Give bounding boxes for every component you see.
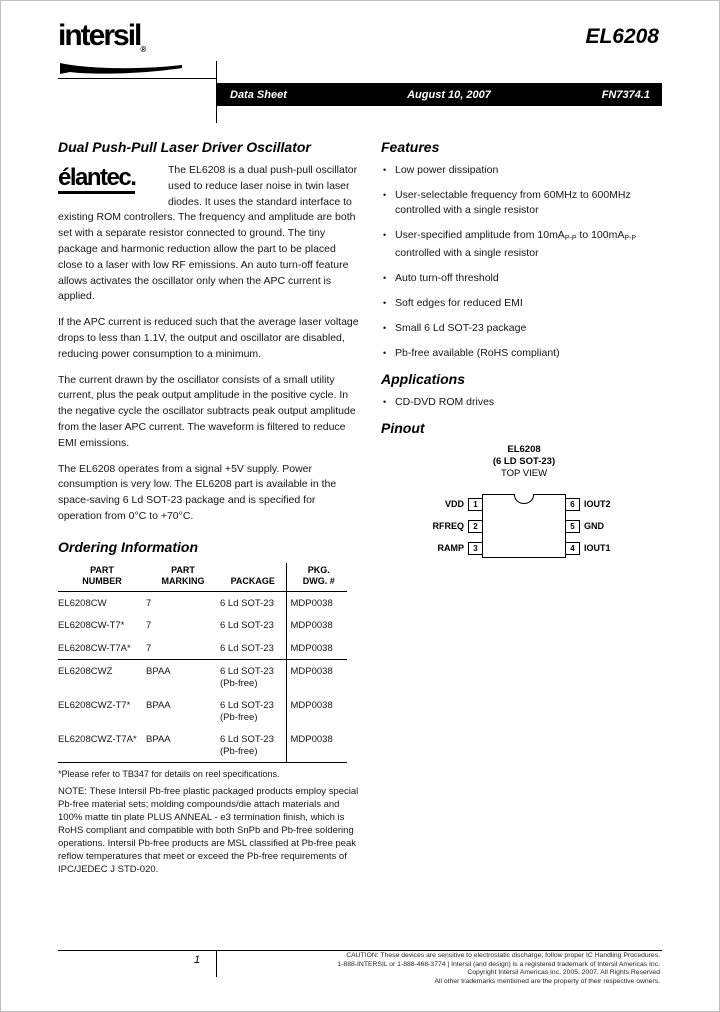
bullet-icon: • xyxy=(383,230,387,240)
ordering-table xyxy=(58,563,347,764)
pin-label-ramp: RAMP xyxy=(437,543,464,553)
col-header-part-number: PART NUMBER xyxy=(58,563,146,592)
intersil-swoosh-icon xyxy=(58,62,184,75)
applications-list xyxy=(381,395,667,410)
table-row: EL6208CWZ-T7* BPAA 6 Ld SOT-23 (Pb-free) MDP0038 xyxy=(58,694,347,728)
chip-package: (6 LD SOT-23) xyxy=(492,456,556,467)
ordering-heading: Ordering Information xyxy=(58,538,198,555)
table-row: EL6208CWZ BPAA 6 Ld SOT-23 (Pb-free) MDP0038 xyxy=(58,660,347,695)
feature-item: • Auto turn-off threshold xyxy=(383,272,499,284)
intersil-logo-text: intersil$_®$ xyxy=(58,19,147,54)
header-bar xyxy=(216,83,662,106)
pbfree-note: NOTE: These Intersil Pb-free plastic packaged products employ special Pb-free material sets; molding compounds/die attach materials and 100% matte tin plate PLUS ANNEAL - e3 termination finish, which is RoHS compliant and compatible with both SnPb and Pb-free soldering operations. Intersil Pb-free products are MSL classified at Pb-free peak reflow temperatures that meet or exceed the Pb-free requirements of IPC/JEDEC J STD-020. xyxy=(58,786,359,876)
intersil-logo xyxy=(58,21,218,75)
table-footnote: *Please refer to TB347 for details on reel specifications. xyxy=(58,769,280,780)
pin-label-vdd: VDD xyxy=(444,499,464,509)
col-header-pkg-dwg: PKG. DWG. # xyxy=(286,563,347,592)
paragraph-2: If the APC current is reduced such that the average laser voltage drops to less than 1.1V, the output and oscillator are disabled, reducing power consumption to a minimum. xyxy=(58,316,359,360)
bullet-icon: • xyxy=(383,348,387,358)
page-title: EL6208 xyxy=(585,25,659,48)
table-header-row xyxy=(58,563,347,592)
doc-date-label: August 10, 2007 xyxy=(407,88,491,101)
bullet-icon: • xyxy=(383,273,387,283)
pin-6-box: 6 xyxy=(565,498,580,511)
bullet-icon: • xyxy=(383,298,387,308)
contact-line: 1-888-INTERSIL or 1-888-468-3774 | Intersil (and design) is a registered trademark of Intersil Americas Inc. xyxy=(337,960,660,968)
left-column xyxy=(58,139,359,876)
document-subtitle: Dual Push-Pull Laser Driver Oscillator xyxy=(58,139,311,155)
chip-view: TOP VIEW xyxy=(500,468,548,479)
doc-number-label: FN7374.1 xyxy=(601,88,650,101)
feature-item: • User-selectable frequency from 60MHz to 600MHz controlled with a single resistor xyxy=(383,189,631,216)
feature-item: • Small 6 Ld SOT-23 package xyxy=(383,322,527,334)
table-row: EL6208CW 7 6 Ld SOT-23 MDP0038 xyxy=(58,591,347,614)
caution-line: CAUTION: These devices are sensitive to electrostatic discharge; follow proper IC Handling Procedures. xyxy=(346,952,660,959)
pin-2-box: 2 xyxy=(468,520,483,533)
bullet-icon: • xyxy=(383,165,387,175)
right-column xyxy=(381,139,667,572)
col-header-part-marking: PART MARKING xyxy=(146,563,220,592)
table-row: EL6208CW-T7A* 7 6 Ld SOT-23 MDP0038 xyxy=(58,637,347,660)
pin-3-box: 3 xyxy=(468,542,483,555)
header-rule xyxy=(58,78,216,79)
application-item: • CD-DVD ROM drives xyxy=(383,396,495,408)
col-header-package: PACKAGE xyxy=(220,563,286,592)
pinout-titles xyxy=(381,444,667,480)
page-number: 1 xyxy=(194,954,201,966)
feature-item: • User-specified amplitude from $10mA_{P-P}$ to $100mA_{P-P}$ controlled with a single resistor xyxy=(383,229,637,259)
pinout-diagram xyxy=(394,488,654,572)
chip-body xyxy=(482,494,566,558)
bullet-icon: • xyxy=(383,190,387,200)
pin-1-box: 1 xyxy=(468,498,483,511)
feature-item: • Soft edges for reduced EMI xyxy=(383,297,523,309)
elantec-logo: élantec. xyxy=(58,166,162,210)
chip-notch-icon xyxy=(514,494,534,504)
pin-label-gnd: GND xyxy=(584,521,604,531)
chip-name: EL6208 xyxy=(507,444,541,455)
features-heading: Features xyxy=(381,139,440,155)
trademark-line: All other trademarks mentioned are the property of their respective owners. xyxy=(434,977,660,985)
intro-block xyxy=(58,163,359,315)
features-list xyxy=(381,163,667,361)
table-row: EL6208CWZ-T7A* BPAA 6 Ld SOT-23 (Pb-free) MDP0038 xyxy=(58,728,347,763)
applications-heading: Applications xyxy=(381,371,466,387)
pin-4-box: 4 xyxy=(565,542,580,555)
table-row: EL6208CW-T7* 7 6 Ld SOT-23 MDP0038 xyxy=(58,614,347,637)
pin-5-box: 5 xyxy=(565,520,580,533)
footer-legal xyxy=(230,952,660,986)
bullet-icon: • xyxy=(383,397,387,407)
registered-mark: ® xyxy=(140,45,147,54)
bullet-icon: • xyxy=(383,323,387,333)
feature-item: • Pb-free available (RoHS compliant) xyxy=(383,347,560,359)
footer-rule xyxy=(58,950,662,951)
feature-item: • Low power dissipation xyxy=(383,164,499,176)
paragraph-1: The EL6208 is a dual push-pull oscillator used to reduce laser noise in twin laser diodes. It uses the standard interface to existing ROM controllers. The frequency and amplitude are both set with a separate resistor connected to ground. The tiny package and harmonic reduction allow the part to be placed close to a laser with low RF emissions. An auto turn-off feature allows activates the oscillator only when the APC current is applied. xyxy=(58,164,358,303)
paragraph-4: The EL6208 operates from a signal +5V supply. Power consumption is very low. The EL6208 part is available in the space-saving 6 Ld SOT-23 package and is specified for operation from 0°C to +70°C. xyxy=(58,462,337,522)
paragraph-3: The current drawn by the oscillator consists of a small utility current, plus the peak output amplitude in the positive cycle. In the negative cycle the oscillator subtracts peak output amplitude from the laser APC current. The waveform is filtered to reduce EMI emissions. xyxy=(58,373,356,449)
copyright-line: Copyright Intersil Americas Inc. 2005, 2007. All Rights Reserved xyxy=(467,969,660,977)
footer-divider xyxy=(216,950,217,977)
doc-type-label: Data Sheet xyxy=(230,88,287,101)
pin-label-iout2: IOUT2 xyxy=(584,499,611,509)
pinout-heading: Pinout xyxy=(381,420,425,436)
pin-label-iout1: IOUT1 xyxy=(584,543,611,553)
pin-label-rfreq: RFREQ xyxy=(432,521,464,531)
